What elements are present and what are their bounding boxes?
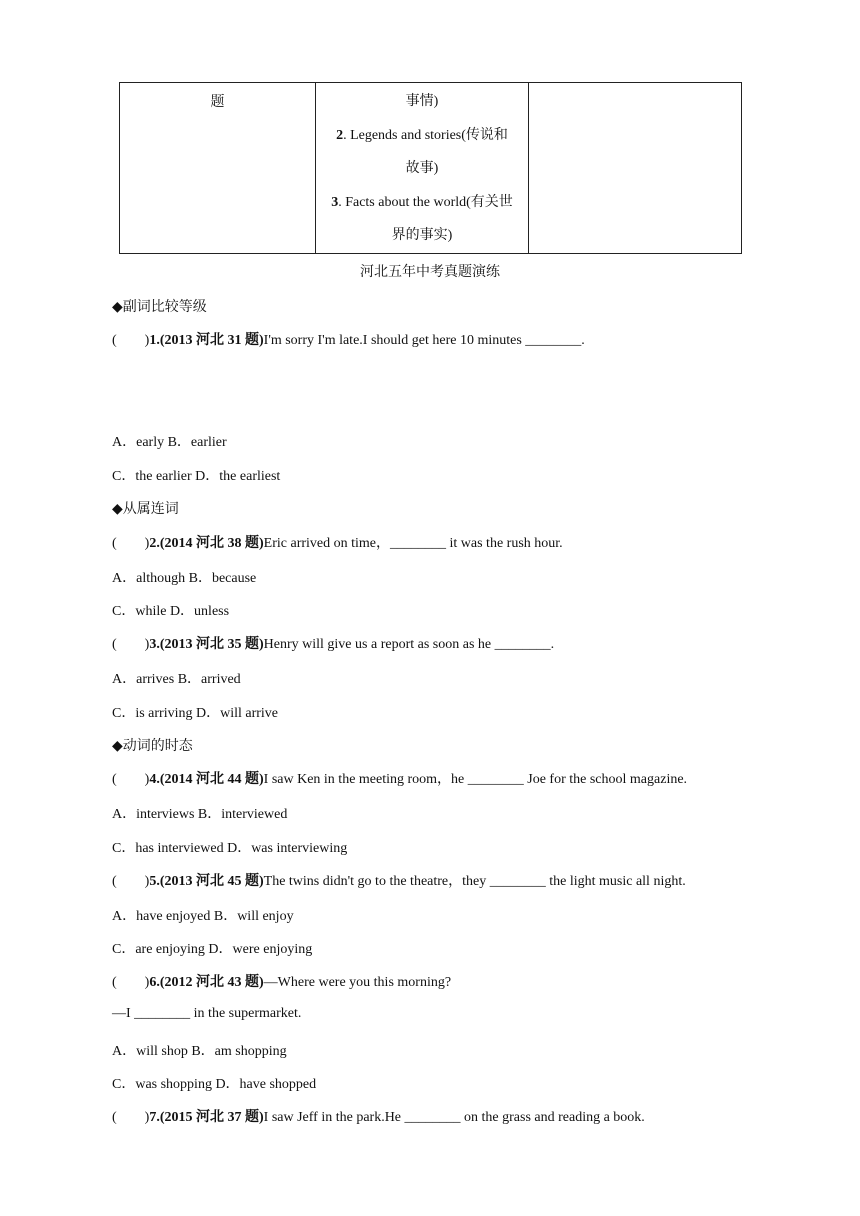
question-line: [112, 1106, 645, 1126]
question-text: Henry will give us a report as soon as he ________.: [263, 637, 555, 652]
question-line: [112, 532, 563, 552]
question-number: 4.(2014 河北 44 题): [149, 772, 264, 787]
question-text: I'm sorry I'm late.I should get here 10 minutes ________.: [263, 333, 585, 348]
question-text: I saw Ken in the meeting room，he ________ Joe for the school magazine.: [263, 772, 688, 787]
table-cell-contents: [316, 83, 529, 254]
answer-blank[interactable]: ( ): [112, 536, 150, 551]
question-line: [112, 633, 554, 653]
table-line: 故事): [405, 161, 439, 176]
option-line: A．arrives B．arrived: [112, 672, 241, 687]
item-number: 3: [331, 194, 339, 210]
question-line: [112, 768, 687, 788]
answer-blank[interactable]: ( ): [112, 1110, 150, 1125]
table-line: 界的事实): [391, 228, 453, 243]
item-text: . Legends and stories(传说和: [343, 127, 508, 143]
option-line: C．is arriving D．will arrive: [112, 706, 279, 721]
question-number: 7.(2015 河北 37 题): [149, 1110, 264, 1125]
question-line: [112, 971, 451, 991]
option-line: C．has interviewed D．was interviewing: [112, 841, 348, 856]
answer-blank[interactable]: ( ): [112, 874, 150, 889]
option-line: A．interviews B．interviewed: [112, 807, 288, 822]
item-number: 2: [336, 127, 344, 143]
answer-blank[interactable]: ( ): [112, 333, 150, 348]
table-line: [316, 186, 528, 220]
question-number: 5.(2013 河北 45 题): [149, 874, 264, 889]
question-text: I saw Jeff in the park.He ________ on the grass and reading a book.: [263, 1110, 645, 1125]
category-heading: ◆动词的时态: [112, 739, 193, 754]
table-line: 事情): [405, 94, 439, 109]
table-line: [316, 119, 528, 153]
question-number: 1.(2013 河北 31 题): [149, 333, 264, 348]
question-line: [112, 329, 585, 349]
option-line: A．have enjoyed B．will enjoy: [112, 909, 294, 924]
option-line: A．although B．because: [112, 571, 257, 586]
answer-blank[interactable]: ( ): [112, 772, 150, 787]
option-line: C．are enjoying D．were enjoying: [112, 942, 313, 957]
category-heading: ◆副词比较等级: [112, 300, 207, 315]
answer-blank[interactable]: ( ): [112, 637, 150, 652]
question-text: The twins didn't go to the theatre，they ________ the light music all night.: [263, 874, 686, 889]
table-cell-topic: [120, 83, 316, 254]
answer-blank[interactable]: ( ): [112, 975, 150, 990]
item-text: . Facts about the world(有关世: [338, 194, 513, 210]
option-line: C．the earlier D．the earliest: [112, 469, 281, 484]
table-cell-empty: [529, 83, 742, 254]
table-cell-topic-text: 题: [210, 95, 225, 110]
dialogue-line: —I ________ in the supermarket.: [112, 1006, 302, 1021]
category-heading: ◆从属连词: [112, 502, 179, 517]
option-line: C．while D．unless: [112, 604, 230, 619]
question-line: [112, 870, 686, 890]
topic-table: [119, 82, 742, 254]
question-number: 6.(2012 河北 43 题): [149, 975, 264, 990]
option-line: A．will shop B．am shopping: [112, 1044, 287, 1059]
option-line: A．early B．earlier: [112, 435, 227, 450]
question-text: —Where were you this morning?: [263, 975, 452, 990]
question-number: 2.(2014 河北 38 题): [149, 536, 264, 551]
option-line: C．was shopping D．have shopped: [112, 1077, 317, 1092]
question-text: Eric arrived on time，________ it was the rush hour.: [263, 536, 563, 551]
question-number: 3.(2013 河北 35 题): [149, 637, 264, 652]
section-title: 河北五年中考真题演练: [360, 265, 500, 280]
